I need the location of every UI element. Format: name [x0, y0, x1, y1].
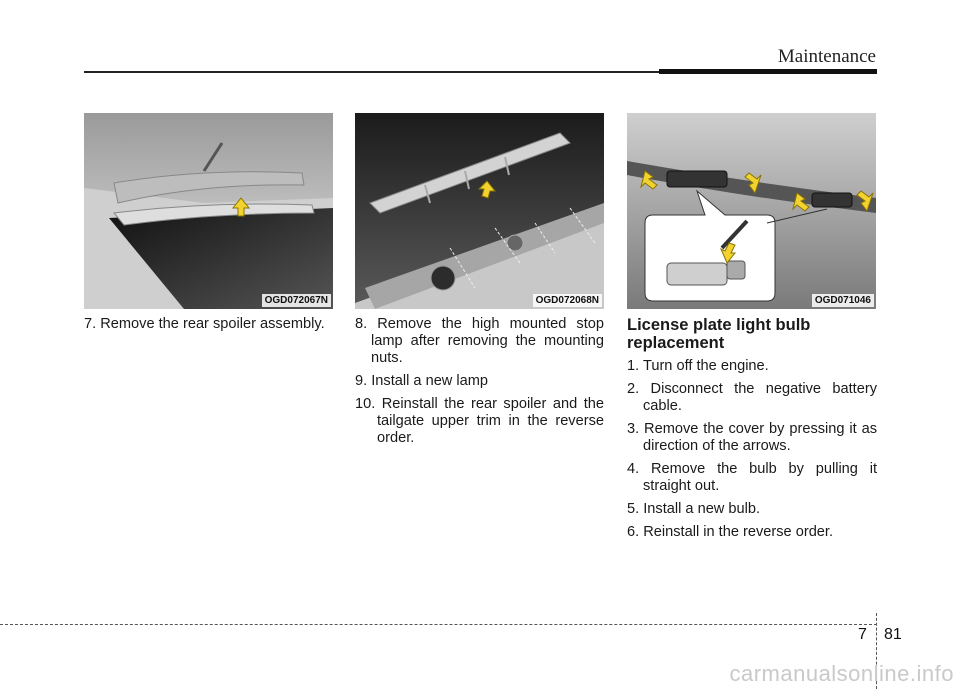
figure-rear-spoiler [84, 113, 333, 309]
figure-license-light [627, 113, 876, 309]
column-2 [355, 316, 604, 453]
stop-lamp-illustration [355, 113, 604, 309]
step-1: 1. Turn off the engine. [627, 358, 769, 374]
figure-code: OGD071046 [812, 294, 874, 307]
step-2: 2. Disconnect the negative battery cable. [627, 381, 877, 414]
section-header: Maintenance [777, 46, 876, 67]
footer-rule [0, 624, 877, 625]
license-light-illustration [627, 113, 876, 309]
step-8: 8. Remove the high mounted stop lamp after removing the mounting nuts. [355, 316, 604, 366]
figure-stop-lamp [355, 113, 604, 309]
step-5: 5. Install a new bulb. [627, 501, 761, 517]
step-7: 7. Remove the rear spoiler assembly. [84, 316, 325, 332]
figure-code: OGD072068N [533, 294, 602, 307]
header-rule-accent [659, 69, 877, 74]
column-3 [627, 316, 877, 547]
figure-code: OGD072067N [262, 294, 331, 307]
section-title-line-1: License plate light bulb [627, 316, 811, 334]
step-10: 10. Reinstall the rear spoiler and the tailgate upper trim in the reverse order. [355, 396, 604, 446]
column-1 [84, 316, 334, 339]
step-3: 3. Remove the cover by pressing it as direction of the arrows. [627, 421, 877, 454]
section-title-line-2: replacement [627, 334, 725, 352]
section-title [627, 316, 877, 352]
page-number: 81 [884, 626, 902, 643]
rear-spoiler-illustration [84, 113, 333, 309]
step-4: 4. Remove the bulb by pulling it straight out. [627, 461, 877, 494]
chapter-number: 7 [858, 626, 867, 643]
step-6: 6. Reinstall in the reverse order. [627, 524, 834, 540]
step-9: 9. Install a new lamp [355, 373, 489, 389]
watermark: carmanualsonline.info [729, 661, 954, 686]
